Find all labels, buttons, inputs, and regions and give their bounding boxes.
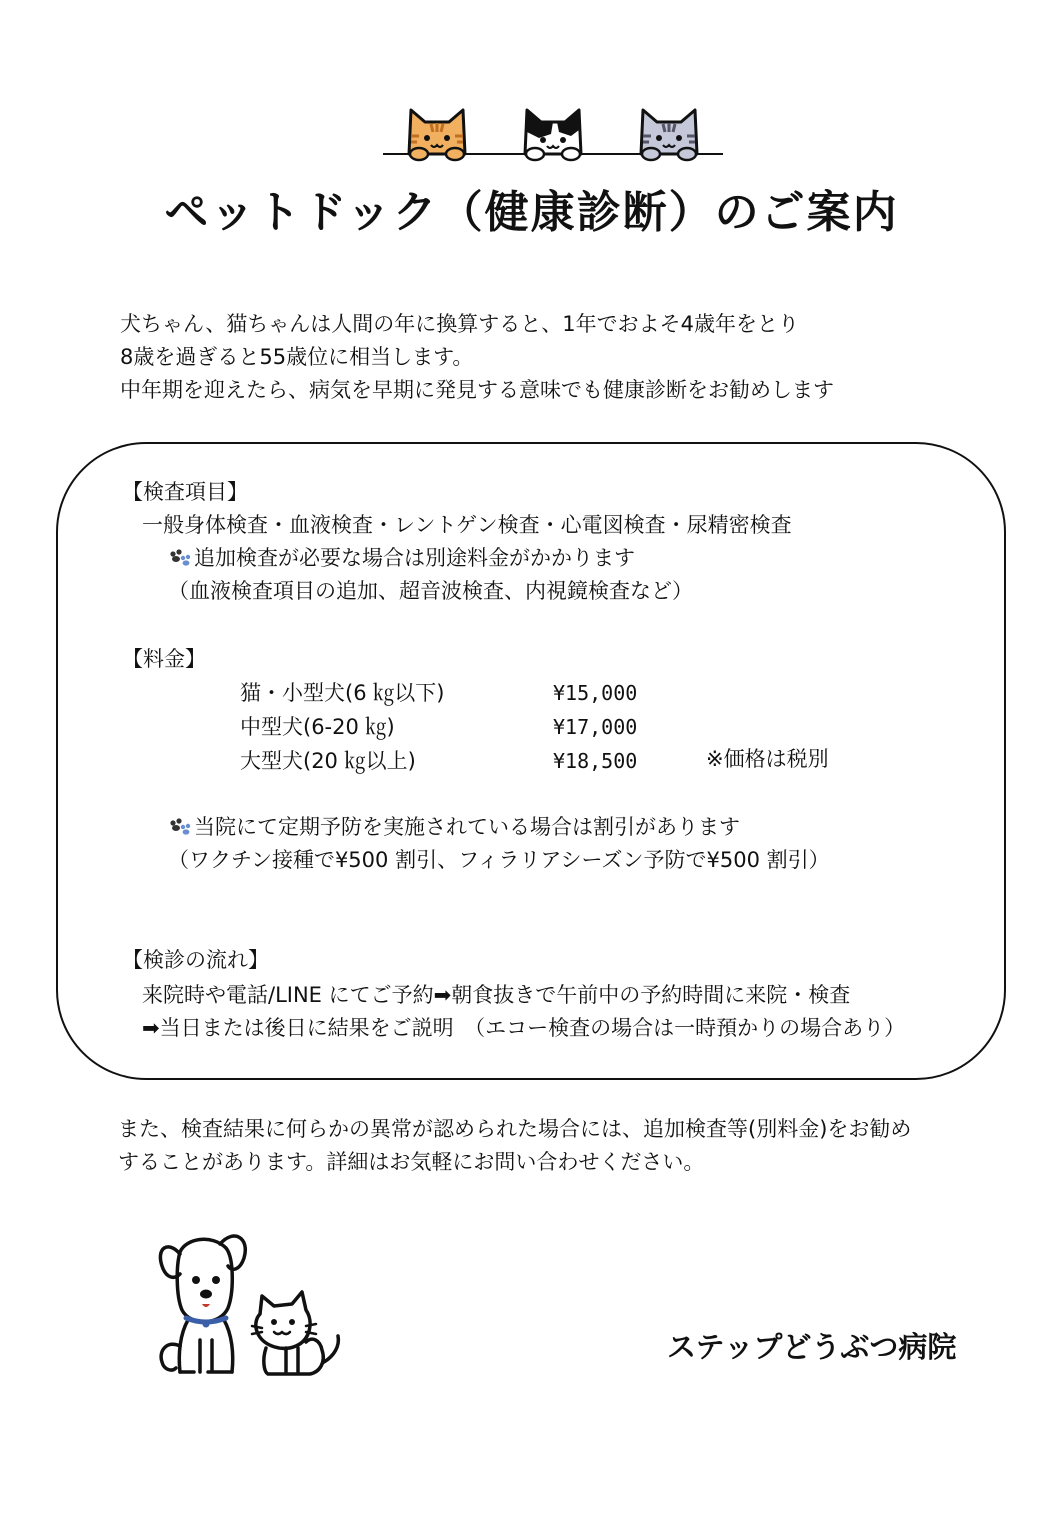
flow-line-2: ➡当日または後日に結果をご説明 （エコー検査の場合は一時預かりの場合あり） xyxy=(142,1016,906,1040)
clinic-name: ステップどうぶつ病院 xyxy=(667,1330,957,1364)
fee-row-price: ¥17,000 xyxy=(553,715,638,739)
tax-note: ※価格は税別 xyxy=(706,747,829,771)
closing-line-1: また、検査結果に何らかの異常が認められた場合には、追加検査等(別料金)をお勧め xyxy=(118,1117,912,1141)
paw-icon xyxy=(168,549,192,567)
dog-and-cat-icon xyxy=(150,1222,358,1390)
discount-note xyxy=(168,813,740,841)
flow-line-1: 来院時や電話/LINE にてご予約➡朝食抜きで午前中の予約時間に来院・検査 xyxy=(142,983,851,1007)
three-cats-icon xyxy=(383,98,723,168)
exam-items: 一般身体検査・血液検査・レントゲン検査・心電図検査・尿精密検査 xyxy=(142,513,792,537)
discount-note-text: 当院にて定期予防を実施されている場合は割引があります xyxy=(194,815,740,839)
fee-row-name: 中型犬(6-20 ㎏) xyxy=(240,715,395,739)
fee-row-price: ¥15,000 xyxy=(553,681,638,705)
flow-heading: 【検診の流れ】 xyxy=(122,948,269,972)
closing-line-2: することがあります。詳細はお気軽にお問い合わせください。 xyxy=(118,1150,705,1174)
intro-line-2: 8歳を過ぎると55歳位に相当します。 xyxy=(120,345,474,369)
fee-row-name: 猫・小型犬(6 ㎏以下) xyxy=(240,681,445,705)
exam-note xyxy=(168,544,635,572)
exam-note-text: 追加検査が必要な場合は別途料金がかかります xyxy=(194,546,635,570)
discount-detail: （ワクチン接種で¥500 割引、フィラリアシーズン予防で¥500 割引） xyxy=(168,848,830,872)
exam-note-detail: （血液検査項目の追加、超音波検査、内視鏡検査など） xyxy=(168,579,693,603)
fees-heading: 【料金】 xyxy=(122,647,206,671)
page-title: ペットドック（健康診断）のご案内 xyxy=(164,187,899,238)
fee-row-price: ¥18,500 xyxy=(553,749,638,773)
fee-row-name: 大型犬(20 ㎏以上) xyxy=(240,749,416,773)
intro-line-1: 犬ちゃん、猫ちゃんは人間の年に換算すると、1年でおよそ4歳年をとり xyxy=(120,312,799,336)
paw-icon xyxy=(168,818,192,836)
exam-heading: 【検査項目】 xyxy=(122,480,248,504)
intro-line-3: 中年期を迎えたら、病気を早期に発見する意味でも健康診断をお勧めします xyxy=(120,378,834,402)
